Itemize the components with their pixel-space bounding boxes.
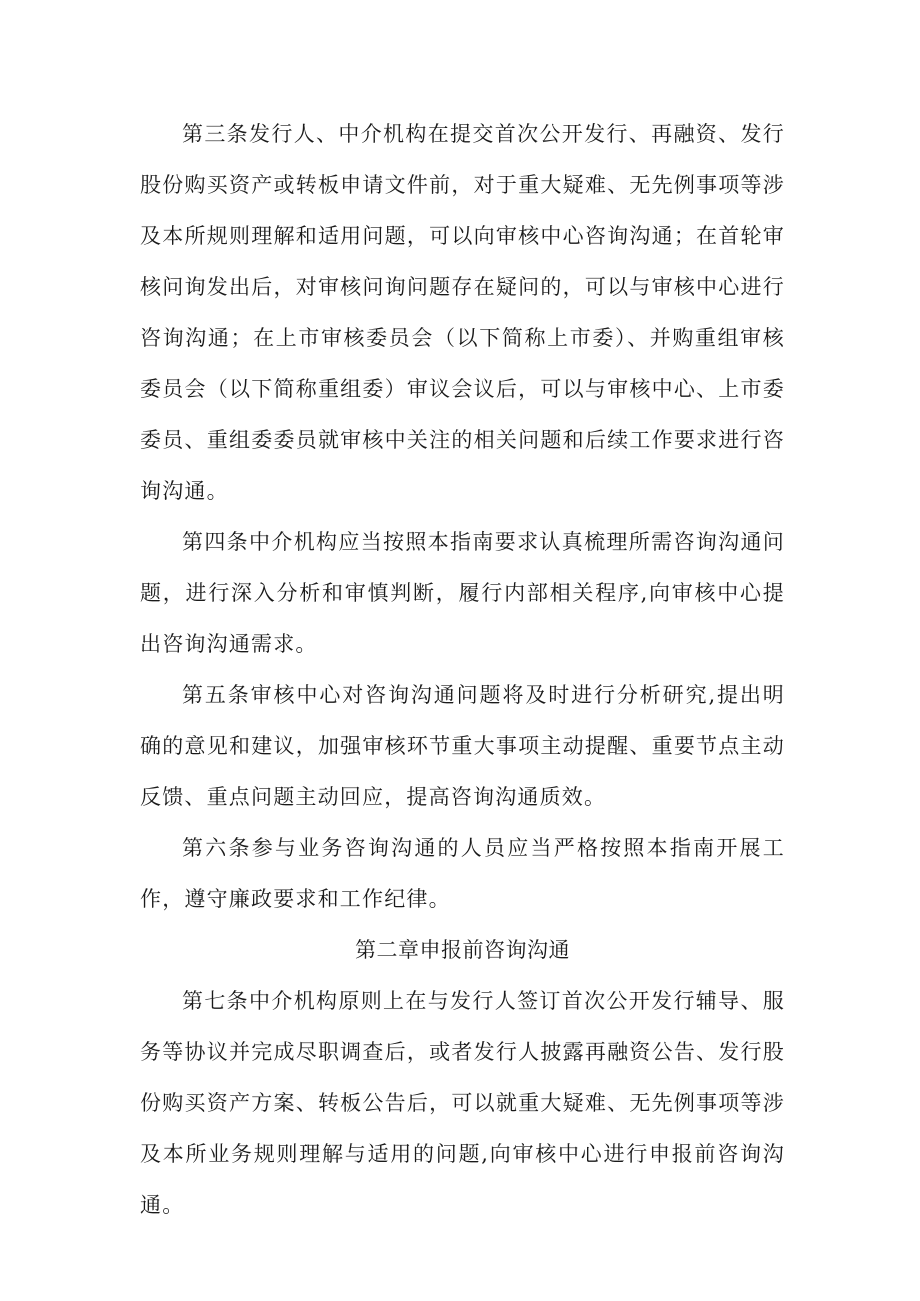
article-3-paragraph: 第三条发行人、中介机构在提交首次公开发行、再融资、发行股份购买资产或转板申请文件前，对于重大疑难、无先例事项等涉及本所规则理解和适用问题，可以向审核中心咨询沟通；在首轮审核问询发出后，对审核问询问题存在疑问的，可以与审核中心进行咨询沟通；在上市审核委员会（以下简称上市委）、并购重组审核委员会（以下简称重组委）审议会议后，可以与审核中心、上市委委员、重组委委员就审核中关注的相关问题和后续工作要求进行咨询沟通。 <box>140 122 785 503</box>
article-4-paragraph: 第四条中介机构应当按照本指南要求认真梳理所需咨询沟通问题，进行深入分析和审慎判断，履行内部相关程序,向审核中心提出咨询沟通需求。 <box>140 530 785 656</box>
article-7-paragraph: 第七条中介机构原则上在与发行人签订首次公开发行辅导、服务等协议并完成尽职调查后，或者发行人披露再融资公告、发行股份购买资产方案、转板公告后，可以就重大疑难、无先例事项等涉及本所业务规则理解与适用的问题,向审核中心进行申报前咨询沟通。 <box>140 989 785 1217</box>
document-body <box>140 109 785 1231</box>
chapter-title: 第二章申报前咨询沟通 <box>355 938 570 962</box>
article-5-paragraph: 第五条审核中心对咨询沟通问题将及时进行分析研究,提出明确的意见和建议，加强审核环节重大事项主动提醒、重要节点主动反馈、重点问题主动回应，提高咨询沟通质效。 <box>140 683 785 809</box>
article-6-paragraph: 第六条参与业务咨询沟通的人员应当严格按照本指南开展工作，遵守廉政要求和工作纪律。 <box>140 836 785 911</box>
